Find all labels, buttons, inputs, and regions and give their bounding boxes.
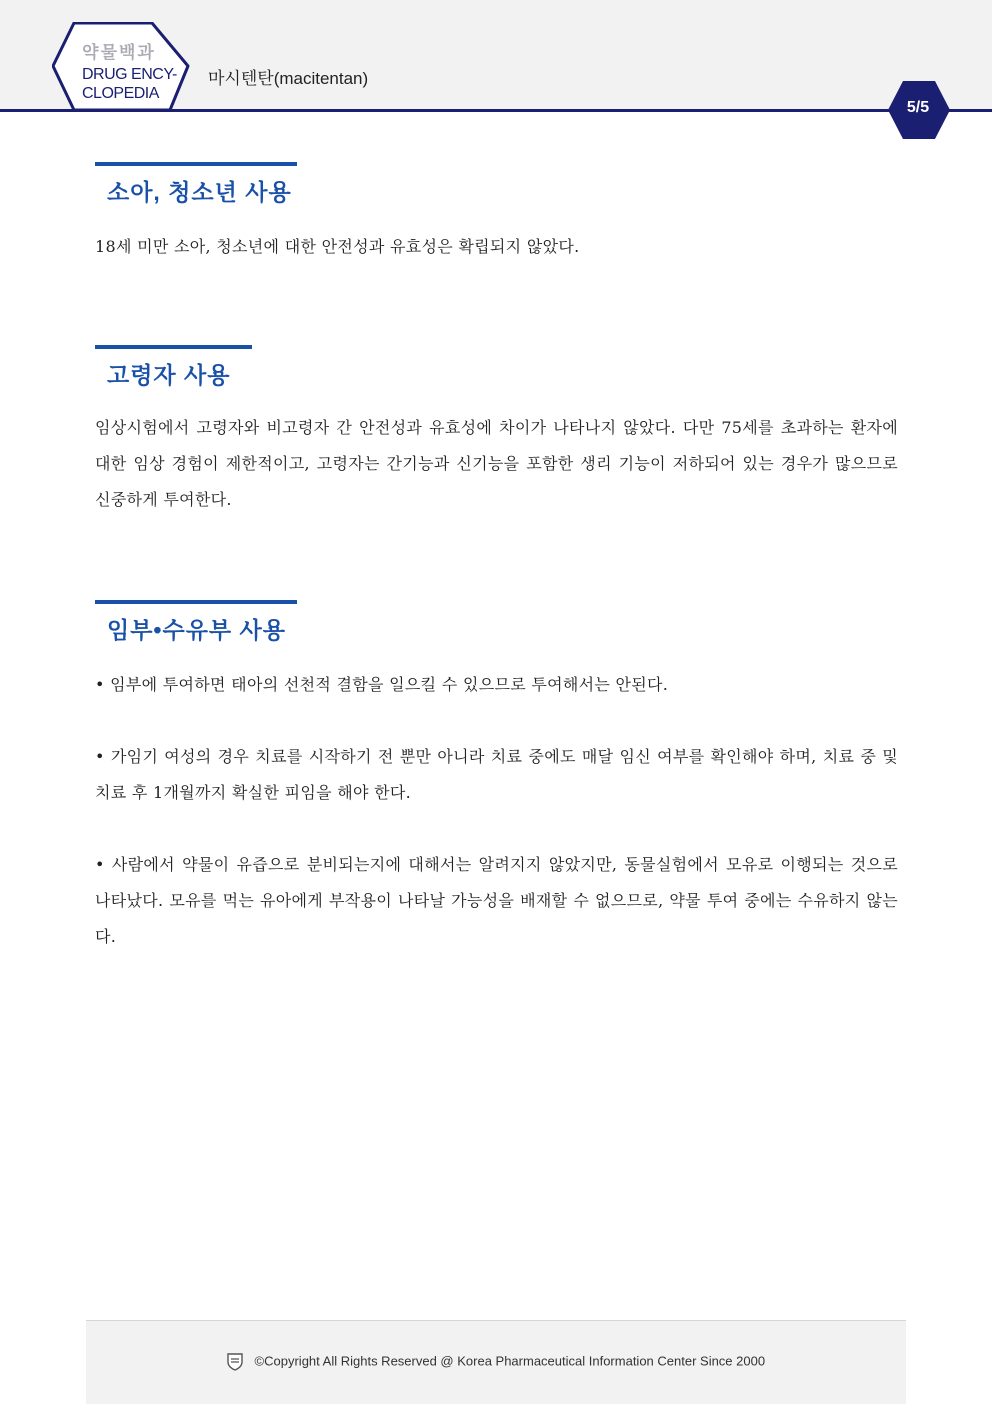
logo-english-line2: CLOPEDIA (82, 85, 159, 102)
bullet-paragraph: • 임부에 투여하면 태아의 선천적 결함을 일으킬 수 있으므로 투여해서는 안된다. (95, 675, 669, 694)
logo-english-line1: DRUG ENCY- (82, 66, 177, 83)
page-footer (86, 1320, 906, 1404)
section-title-bar (95, 162, 297, 166)
bullet-paragraph: • 가임기 여성의 경우 치료를 시작하기 전 뿐만 아니라 치료 중에도 매달 임신 여부를 확인해야 하며, 치료 중 및 치료 후 1개월까지 확실한 피임을 해야 한다. (95, 747, 898, 802)
bullet-paragraph: • 사람에서 약물이 유즙으로 분비되는지에 대해서는 알려지지 않았지만, 동물실험에서 모유로 이행되는 것으로 나타났다. 모유를 먹는 유아에게 부작용이 나타날 가능성을 배재할 수 없으므로, 약물 투여 중에는 수유하지 않는다. (95, 855, 898, 946)
footer-copyright (86, 1353, 906, 1371)
logo-korean: 약물백과 (82, 43, 156, 62)
section-pregnancy (95, 600, 898, 955)
section-title-bar (95, 345, 252, 349)
section-pediatric (95, 162, 898, 265)
section-elderly (95, 345, 898, 518)
document-title: 마시텐탄(macitentan) (208, 69, 369, 88)
paragraph: 18세 미만 소아, 청소년에 대한 안전성과 유효성은 확립되지 않았다. (95, 237, 580, 256)
section-title: 고령자 사용 (107, 362, 231, 388)
shield-icon (227, 1353, 243, 1371)
paragraph: 임상시험에서 고령자와 비고령자 간 안전성과 유효성에 차이가 나타나지 않았다. 다만 75세를 초과하는 환자에 대한 임상 경험이 제한적이고, 고령자는 간기능과 신기능을 포함한 생리 기능이 저하되어 있는 경우가 많으므로 신중하게 투여한다. (95, 418, 898, 509)
section-title-bar (95, 600, 297, 604)
section-title: 임부•수유부 사용 (107, 617, 286, 643)
page-number: 5/5 (906, 99, 930, 116)
logo (70, 38, 180, 103)
section-title: 소아, 청소년 사용 (107, 179, 292, 205)
copyright-text: ©Copyright All Rights Reserved @ Korea Pharmaceutical Information Center Since 2000 (254, 1353, 766, 1369)
